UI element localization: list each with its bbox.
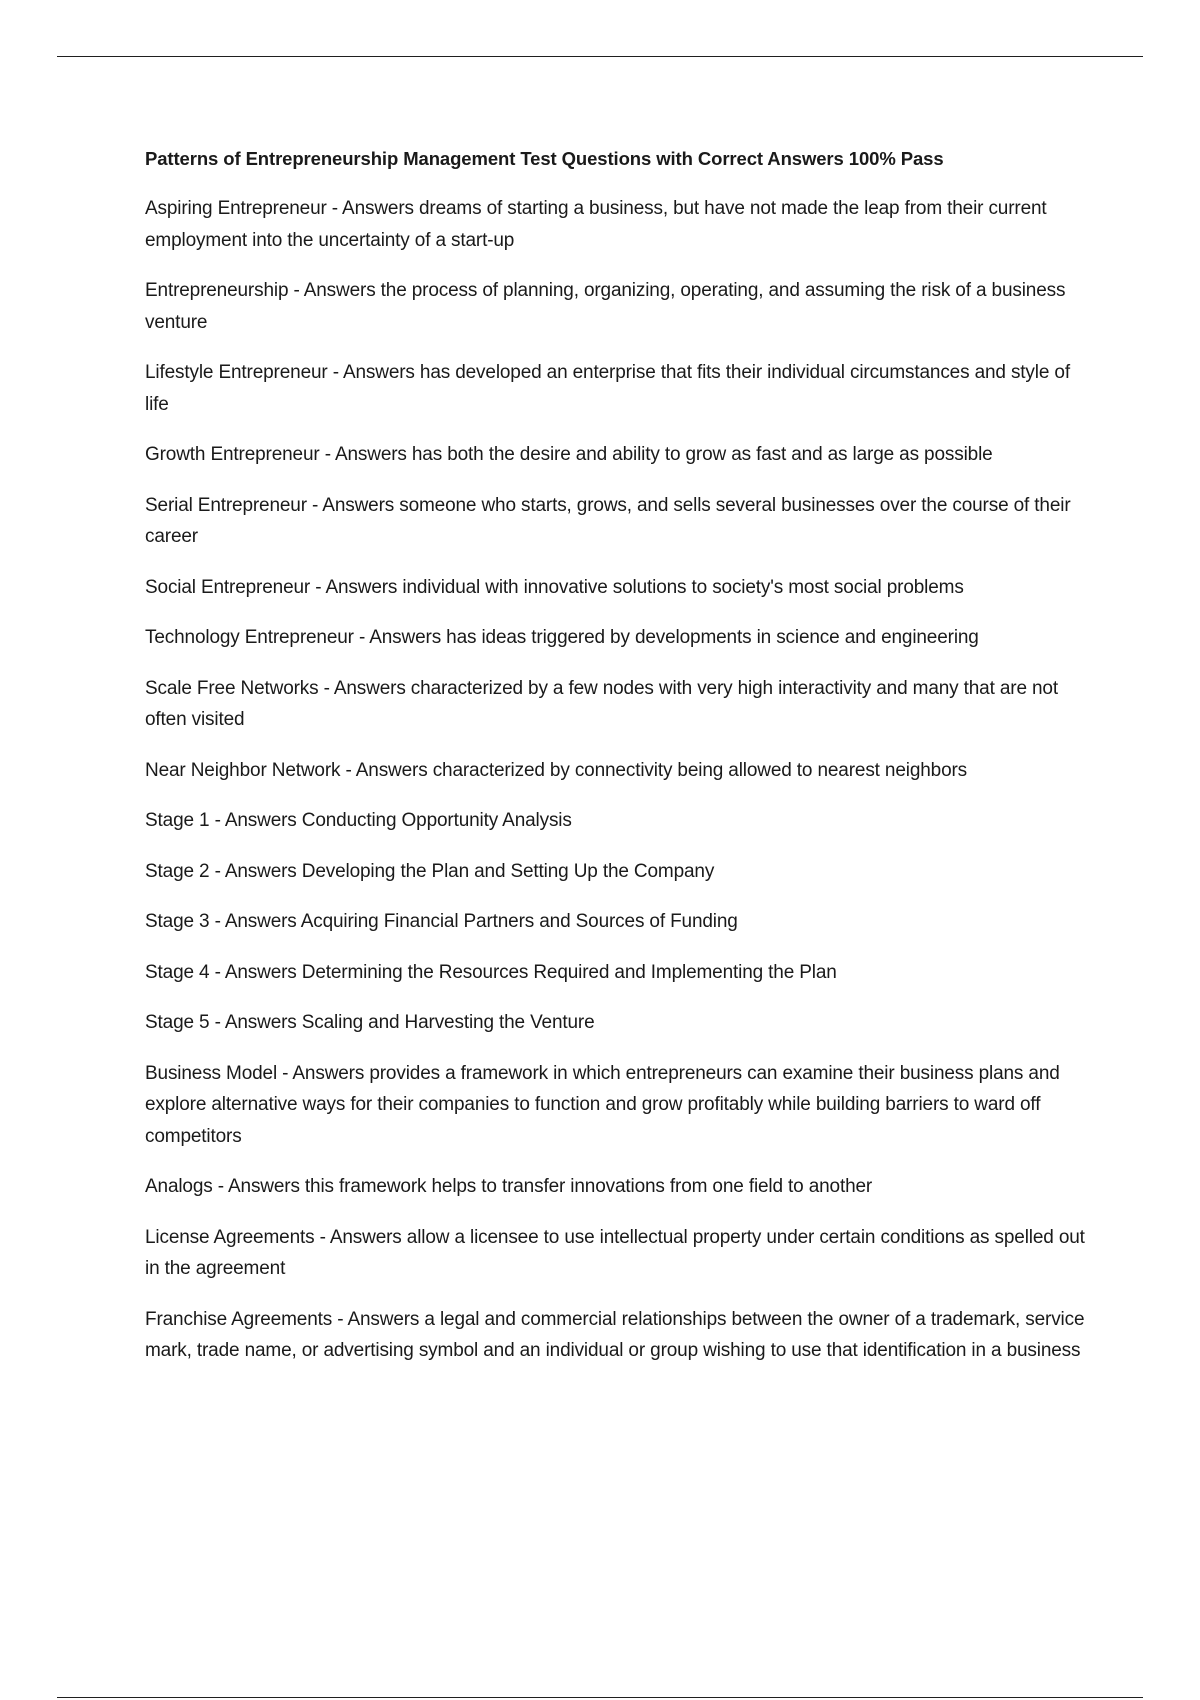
qa-entry: Franchise Agreements - Answers a legal and commercial relationships between the owner of a trademark, service mark, trade name, or advertising symbol and an individual or group wishing to use that identification in a business	[145, 1308, 1085, 1361]
qa-entry: Stage 3 - Answers Acquiring Financial Partners and Sources of Funding	[145, 911, 738, 932]
qa-entry: Technology Entrepreneur - Answers has ideas triggered by developments in science and engineering	[145, 627, 979, 648]
qa-entry: Social Entrepreneur - Answers individual with innovative solutions to society's most social problems	[145, 576, 964, 598]
qa-entry: License Agreements - Answers allow a licensee to use intellectual property under certain conditions as spelled out in the agreement	[145, 1226, 1085, 1279]
qa-entry: Growth Entrepreneur - Answers has both the desire and ability to grow as fast and as large as possible	[145, 444, 993, 465]
qa-entry: Serial Entrepreneur - Answers someone who starts, grows, and sells several businesses over the course of their career	[145, 494, 1071, 547]
qa-entry: Stage 2 - Answers Developing the Plan and Setting Up the Company	[145, 860, 715, 882]
page-top-rule	[57, 56, 1143, 57]
document-title: Patterns of Entrepreneurship Management Test Questions with Correct Answers 100% Pass	[145, 148, 944, 169]
qa-entry: Scale Free Networks - Answers characterized by a few nodes with very high interactivity and many that are not often visited	[145, 677, 1058, 730]
qa-entry: Aspiring Entrepreneur - Answers dreams of starting a business, but have not made the leap from their current employment into the uncertainty of a start-up	[145, 198, 1047, 251]
qa-entry: Analogs - Answers this framework helps to transfer innovations from one field to another	[145, 1176, 873, 1197]
qa-entry: Near Neighbor Network - Answers characterized by connectivity being allowed to nearest neighbors	[145, 759, 968, 781]
qa-entry: Lifestyle Entrepreneur - Answers has developed an enterprise that fits their individual circumstances and style of life	[145, 362, 1070, 415]
page-bottom-rule	[57, 1697, 1143, 1698]
qa-list	[145, 193, 1095, 1367]
qa-entry: Business Model - Answers provides a framework in which entrepreneurs can examine their business plans and explore alternative ways for their companies to function and grow profitably while building barriers to ward off competitors	[145, 1062, 1060, 1147]
qa-entry: Entrepreneurship - Answers the process of planning, organizing, operating, and assuming the risk of a business venture	[145, 280, 1066, 333]
qa-entry: Stage 5 - Answers Scaling and Harvesting the Venture	[145, 1012, 595, 1033]
qa-entry: Stage 1 - Answers Conducting Opportunity Analysis	[145, 810, 572, 831]
qa-entry: Stage 4 - Answers Determining the Resources Required and Implementing the Plan	[145, 961, 837, 983]
document-body	[145, 145, 1095, 1386]
